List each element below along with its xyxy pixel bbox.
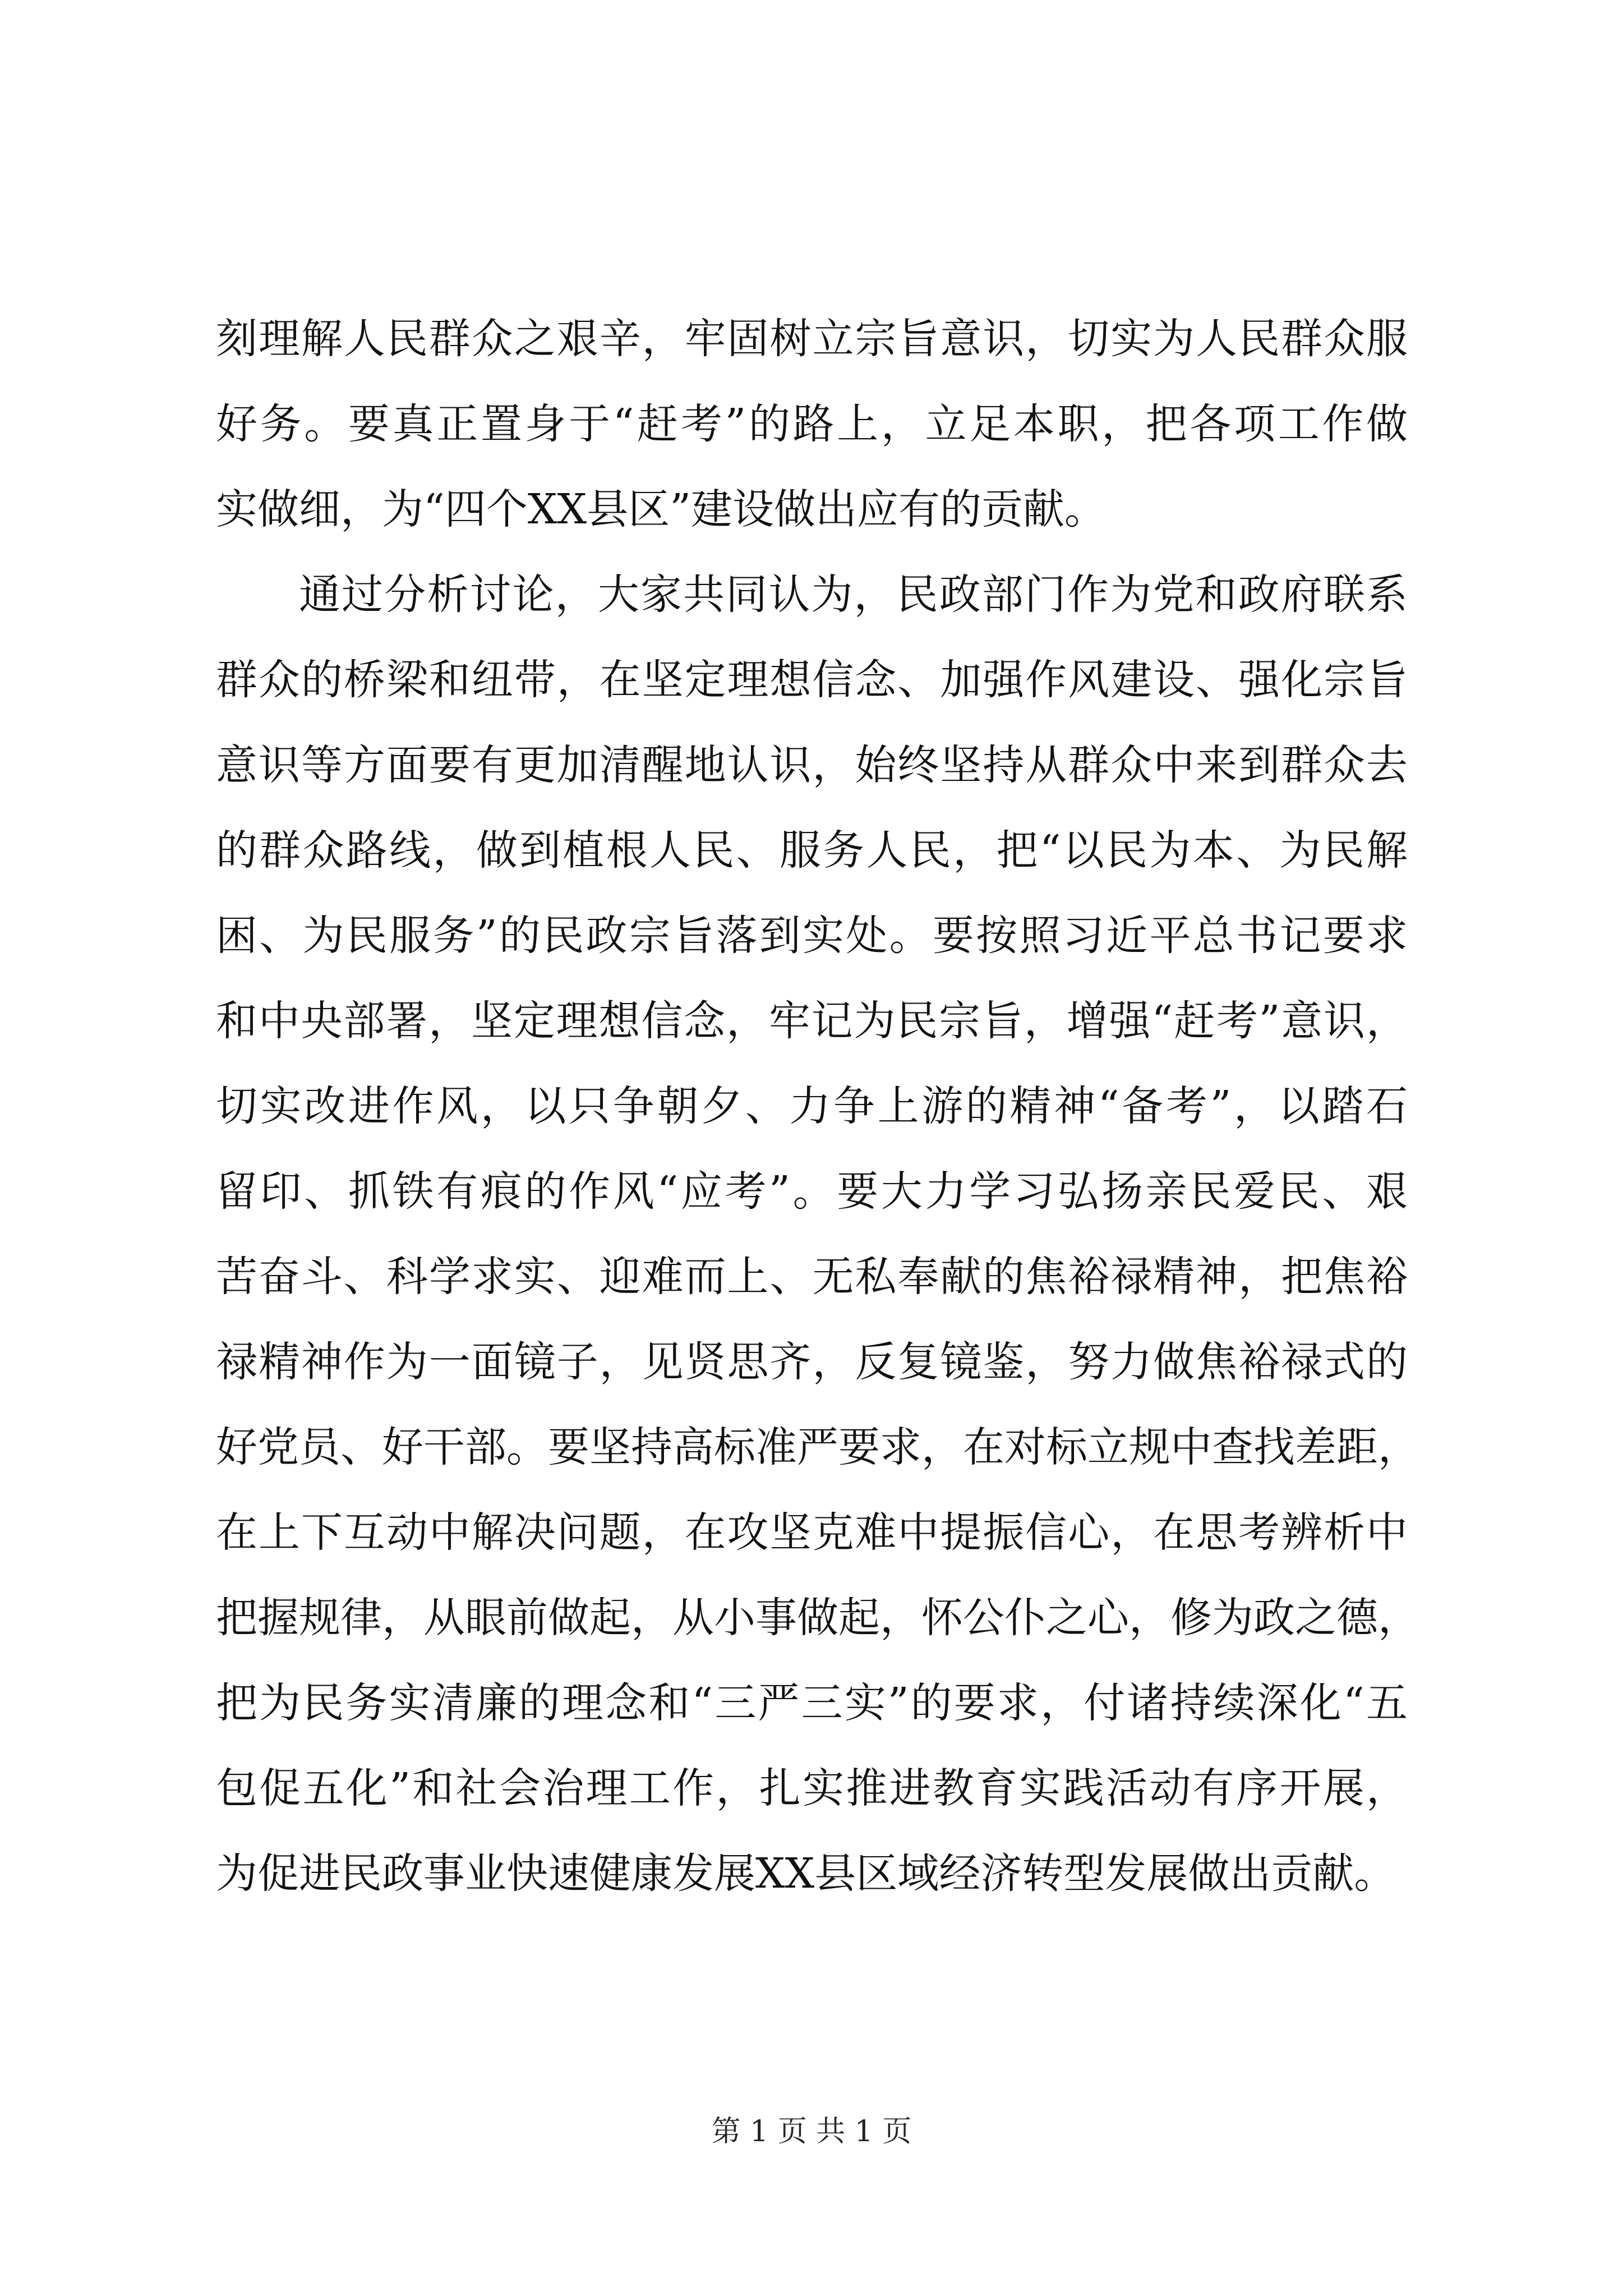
text-line: 实做细，为“四个XX县区”建设做出应有的贡献。 — [216, 485, 1106, 533]
text-line: 苦奋斗、科学求实、迎难而上、无私奉献的焦裕禄精神，把焦裕 — [216, 1253, 1408, 1301]
paragraph-continued — [216, 296, 1408, 552]
text-line: 留印、抓铁有痕的作风“应考”。要大力学习弘扬亲民爱民、艰 — [216, 1167, 1408, 1216]
text-line: 好党员、好干部。要坚持高标准严要求，在对标立规中查找差距， — [216, 1423, 1419, 1471]
text-line: 为促进民政事业快速健康发展XX县区域经济转型发展做出贡献。 — [216, 1849, 1396, 1898]
text-line: 在上下互动中解决问题，在攻坚克难中提振信心，在思考辨析中 — [216, 1508, 1408, 1557]
text-line: 把为民务实清廉的理念和“三严三实”的要求，付诸持续深化“五 — [216, 1679, 1408, 1727]
text-line: 刻理解人民群众之艰辛，牢固树立宗旨意识，切实为人民群众服 — [216, 315, 1408, 363]
paragraph-discussion — [216, 552, 1419, 1916]
page-footer: 第 1 页 共 1 页 — [711, 2115, 912, 2148]
text-line: 包促五化”和社会治理工作，扎实推进教育实践活动有序开展， — [216, 1764, 1408, 1812]
text-line: 困、为民服务”的民政宗旨落到实处。要按照习近平总书记要求 — [216, 912, 1408, 960]
text-line: 把握规律，从眼前做起，从小事做起，怀公仆之心，修为政之德， — [216, 1594, 1419, 1642]
text-line: 群众的桥梁和纽带，在坚定理想信念、加强作风建设、强化宗旨 — [216, 656, 1408, 704]
text-line: 好务。要真正置身于“赶考”的路上，立足本职，把各项工作做 — [216, 400, 1408, 448]
text-line: 禄精神作为一面镜子，见贤思齐，反复镜鉴，努力做焦裕禄式的 — [216, 1338, 1408, 1386]
text-line: 的群众路线，做到植根人民、服务人民，把“以民为本、为民解 — [216, 826, 1408, 875]
text-line: 和中央部署，坚定理想信念，牢记为民宗旨，增强“赶考”意识， — [216, 997, 1408, 1045]
text-line: 切实改进作风，以只争朝夕、力争上游的精神“备考”，以踏石 — [216, 1082, 1408, 1130]
body-text — [216, 296, 1419, 1916]
text-line: 意识等方面要有更加清醒地认识，始终坚持从群众中来到群众去 — [216, 741, 1408, 789]
text-line: 通过分析讨论，大家共同认为，民政部门作为党和政府联系 — [299, 570, 1408, 619]
